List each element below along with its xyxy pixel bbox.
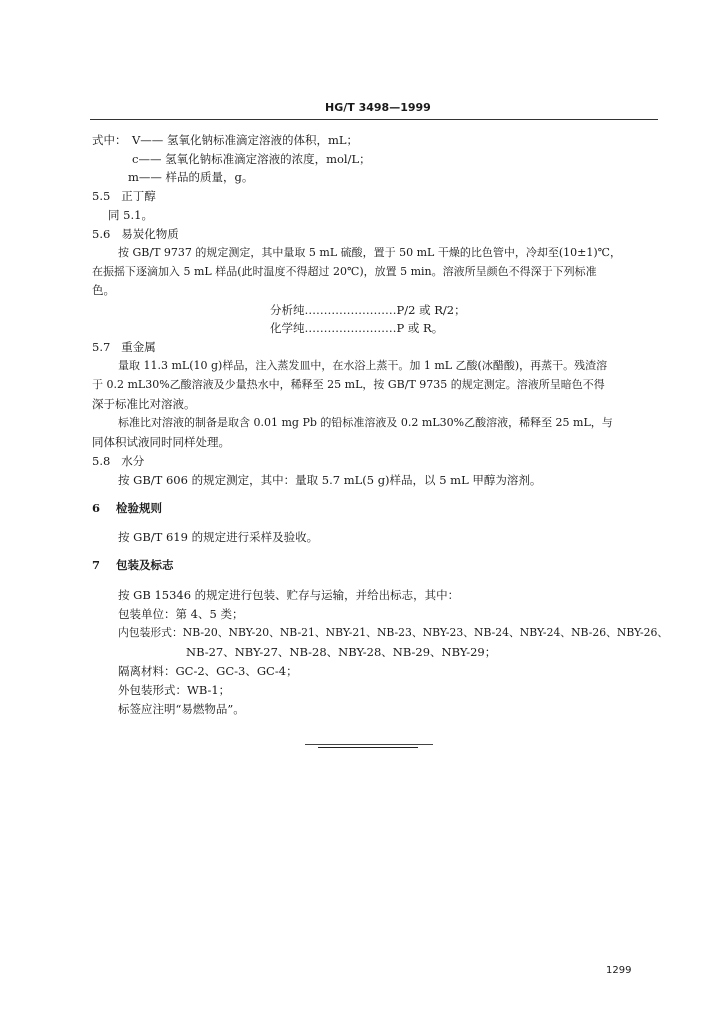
section-5-6-para-3: 色。 bbox=[92, 283, 115, 297]
section-title: 重金属 bbox=[121, 340, 156, 354]
section-number: 5.8 bbox=[92, 454, 111, 468]
section-6-heading bbox=[92, 500, 162, 516]
section-5-7-para-3: 深于标准比对溶液。 bbox=[92, 397, 196, 411]
section-5-7-para-5: 同体积试液同时同样处理。 bbox=[92, 435, 230, 449]
section-7-package-unit: 包装单位：第 4、5 类； bbox=[118, 607, 244, 621]
page-number: 1299 bbox=[606, 965, 632, 976]
section-5-6-para-1: 按 GB/T 9737 的规定测定，其中量取 5 mL 硫酸，置于 50 mL 干燥的比色管中，冷却至(10±1)℃， bbox=[118, 246, 621, 259]
section-number: 5.5 bbox=[92, 189, 111, 203]
section-number: 5.7 bbox=[92, 340, 111, 354]
section-5-5-heading bbox=[92, 188, 156, 204]
section-7-heading bbox=[92, 557, 174, 573]
standard-color-chemical: 化学纯……………………P 或 R。 bbox=[270, 321, 444, 335]
section-number: 5.6 bbox=[92, 227, 111, 241]
section-title: 包装及标志 bbox=[116, 558, 174, 572]
section-7-para-1: 按 GB 15346 的规定进行包装、贮存与运输，并给出标志，其中： bbox=[118, 588, 460, 602]
section-number: 7 bbox=[92, 558, 101, 572]
section-5-6-para-2: 在振摇下逐滴加入 5 mL 样品(此时温度不得超过 20℃)，放置 5 min。溶液所呈颜色不得深于下列标准 bbox=[92, 265, 597, 278]
end-rule-thin bbox=[305, 744, 433, 745]
section-title: 检验规则 bbox=[116, 501, 163, 515]
formula-var-m: m—— 样品的质量，g。 bbox=[128, 170, 254, 184]
end-rule-thick bbox=[318, 747, 418, 748]
standard-color-analytical: 分析纯……………………P/2 或 R/2； bbox=[270, 303, 466, 317]
section-5-7-para-2: 于 0.2 mL30%乙酸溶液及少量热水中，稀释至 25 mL，按 GB/T 9735 的规定测定。溶液所呈暗色不得 bbox=[92, 378, 605, 391]
header-rule bbox=[90, 119, 658, 120]
formula-var-c: c—— 氢氧化钠标准滴定溶液的浓度，mol/L； bbox=[132, 152, 371, 166]
section-title: 水分 bbox=[121, 454, 145, 468]
section-7-label-note: 标签应注明“易燃物品”。 bbox=[118, 702, 245, 716]
section-title: 易炭化物质 bbox=[121, 227, 179, 241]
section-5-6-heading bbox=[92, 226, 179, 242]
section-7-outer-package: 外包装形式：WB-1； bbox=[118, 683, 231, 697]
section-title: 正丁醇 bbox=[121, 189, 156, 203]
formula-var-v: V—— 氢氧化钠标准滴定溶液的体积，mL； bbox=[132, 133, 359, 147]
section-5-7-para-1: 量取 11.3 mL(10 g)样品，注入蒸发皿中，在水浴上蒸干。加 1 mL 乙酸(冰醋酸)，再蒸干。残渣溶 bbox=[118, 359, 608, 372]
section-5-7-para-4: 标准比对溶液的制备是取含 0.01 mg Pb 的铅标准溶液及 0.2 mL30%乙酸溶液，稀释至 25 mL，与 bbox=[118, 416, 613, 429]
section-7-inner-package-2: NB-27、NBY-27、NB-28、NBY-28、NB-29、NBY-29； bbox=[186, 645, 497, 659]
section-6-para-1: 按 GB/T 619 的规定进行采样及验收。 bbox=[118, 530, 319, 544]
formula-intro: 式中： bbox=[92, 133, 127, 147]
section-5-7-heading bbox=[92, 339, 156, 355]
section-5-8-para-1: 按 GB/T 606 的规定测定，其中：量取 5.7 mL(5 g)样品，以 5 mL 甲醇为溶剂。 bbox=[118, 473, 542, 487]
section-7-inner-package-1: 内包装形式：NB-20、NBY-20、NB-21、NBY-21、NB-23、NBY-23、NB-24、NBY-24、NB-26、NBY-26、 bbox=[118, 626, 669, 639]
section-7-isolation-material: 隔离材料：GC-2、GC-3、GC-4； bbox=[118, 664, 298, 678]
section-5-8-heading bbox=[92, 453, 144, 469]
section-5-5-body: 同 5.1。 bbox=[108, 208, 153, 222]
standard-id: HG/T 3498—1999 bbox=[325, 101, 431, 114]
section-number: 6 bbox=[92, 501, 101, 515]
